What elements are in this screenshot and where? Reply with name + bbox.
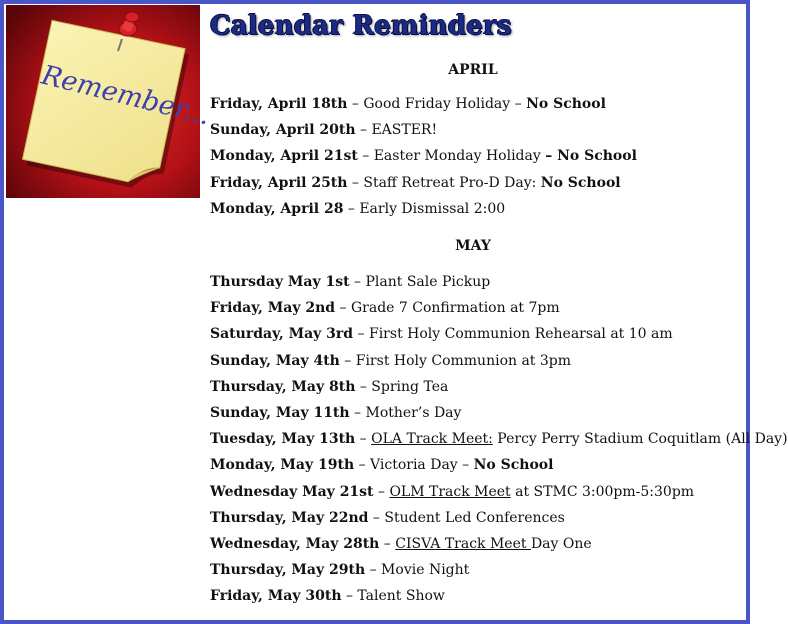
may-event-item	[210, 269, 788, 295]
event-date: Monday, April 21st	[210, 148, 358, 165]
event-description-continued: at STMC 3:00pm-5:30pm	[510, 483, 695, 500]
event-description: – Staff Retreat Pro-D Day:	[347, 174, 541, 191]
april-event-item	[210, 170, 637, 196]
page-title: Calendar Reminders	[210, 11, 512, 41]
event-date: Friday, May 2nd	[210, 300, 336, 317]
event-description: – Mother’s Day	[349, 404, 462, 421]
event-description: – Easter Monday Holiday	[357, 148, 546, 165]
event-date: Wednesday, May 28th	[210, 535, 380, 552]
april-event-list	[210, 91, 637, 222]
may-event-item	[210, 557, 788, 583]
may-heading: MAY	[455, 238, 491, 254]
may-event-item	[210, 295, 788, 321]
april-event-item	[210, 117, 637, 143]
event-description: – Early Dismissal 2:00	[343, 200, 506, 217]
event-date: Sunday, May 11th	[210, 404, 350, 421]
may-event-item	[210, 505, 788, 531]
event-description: – Spring Tea	[355, 378, 449, 395]
event-date: Thursday, May 22nd	[210, 509, 369, 526]
event-date: Monday, April 28	[210, 200, 344, 217]
event-date: Monday, May 19th	[210, 457, 355, 474]
event-description: – First Holy Communion Rehearsal at 10 am	[353, 326, 673, 343]
event-description: – Plant Sale Pickup	[349, 274, 491, 290]
may-event-item	[210, 426, 788, 452]
event-description-continued: Day One	[530, 535, 592, 552]
event-date: Sunday, May 4th	[210, 352, 340, 369]
event-date: Thursday, May 29th	[210, 562, 366, 579]
may-event-item	[210, 400, 788, 426]
svg-text:Remember...: Remember...	[38, 59, 214, 132]
event-description: – Talent Show	[341, 588, 445, 605]
event-description: – Movie Night	[365, 562, 470, 579]
event-description: – Victoria Day –	[354, 457, 474, 474]
event-description: –	[355, 431, 372, 448]
event-description: –	[379, 535, 396, 552]
event-description: – First Holy Communion at 3pm	[339, 352, 572, 369]
event-date: Friday, April 18th	[210, 96, 348, 112]
may-event-list	[210, 269, 788, 609]
event-date: Friday, April 25th	[210, 174, 348, 191]
remember-note-image	[6, 5, 214, 198]
april-event-item	[210, 143, 637, 169]
event-description: – Grade 7 Confirmation at 7pm	[335, 300, 560, 317]
event-date: Sunday, April 20th	[210, 122, 356, 139]
may-event-item	[210, 583, 788, 609]
may-event-item	[210, 531, 788, 557]
event-link[interactable]: OLM Track Meet	[389, 483, 511, 500]
may-event-item	[210, 374, 788, 400]
no-school-label: No School	[540, 174, 621, 191]
event-link[interactable]: OLA Track Meet:	[371, 431, 493, 448]
may-event-item	[210, 321, 788, 347]
event-date: Wednesday May 21st	[210, 483, 374, 500]
april-event-item	[210, 196, 637, 222]
event-link[interactable]: CISVA Track Meet	[395, 535, 531, 552]
event-description: – Student Led Conferences	[368, 509, 565, 526]
event-date: Thursday May 1st	[210, 274, 350, 290]
event-description-continued: Percy Perry Stadium Coquitlam (All Day)	[492, 431, 788, 448]
no-school-label: – No School	[545, 148, 637, 165]
no-school-label: No School	[473, 457, 554, 474]
april-heading: APRIL	[448, 62, 498, 78]
may-event-item	[210, 348, 788, 374]
event-date: Thursday, May 8th	[210, 378, 356, 395]
event-description: –	[373, 483, 390, 500]
event-date: Friday, May 30th	[210, 588, 342, 605]
event-date: Tuesday, May 13th	[210, 431, 356, 448]
no-school-label: No School	[526, 96, 606, 112]
may-event-item	[210, 452, 788, 478]
may-event-item	[210, 479, 788, 505]
april-event-item	[210, 91, 637, 117]
event-date: Saturday, May 3rd	[210, 326, 354, 343]
event-description: – EASTER!	[355, 122, 438, 139]
event-description: – Good Friday Holiday –	[347, 96, 527, 112]
